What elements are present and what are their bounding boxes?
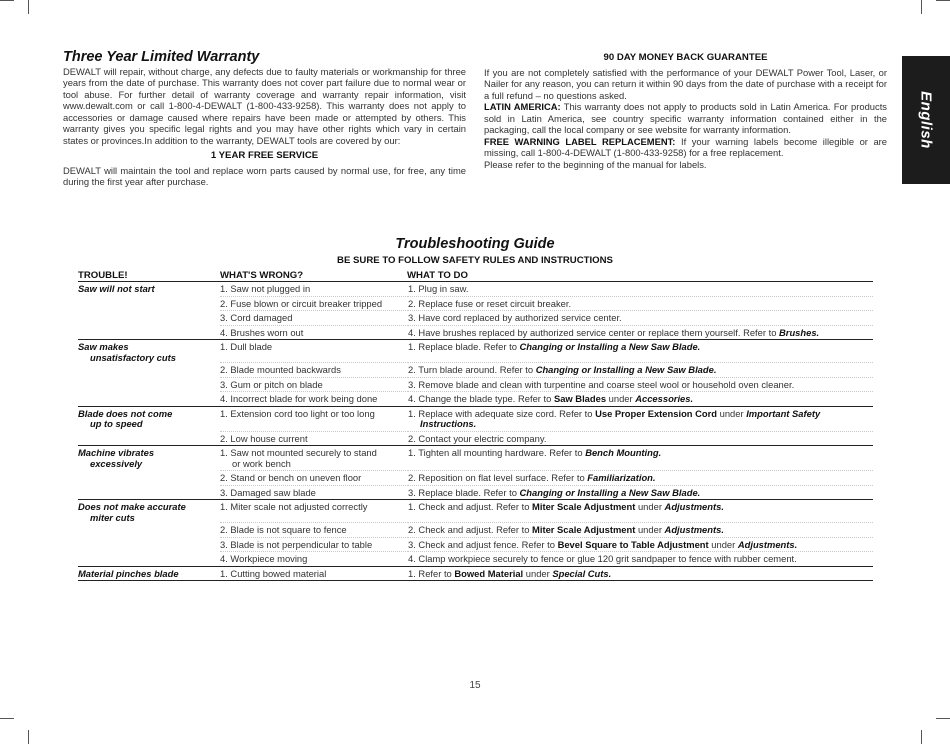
what-to-do-cell	[408, 471, 873, 486]
what-to-do-text: Miter Scale Adjustment	[532, 501, 636, 512]
what-to-do-text: under	[717, 407, 747, 419]
what-to-do-cell	[408, 297, 873, 312]
what-to-do-text: 1. Tighten all mounting hardware. Refer to	[408, 447, 586, 458]
what-to-do-cell	[408, 432, 873, 447]
guide-subtitle: BE SURE TO FOLLOW SAFETY RULES AND INSTRUCTIONS	[337, 255, 613, 266]
whats-wrong-cell	[220, 471, 408, 486]
what-to-do-text: 3. Replace blade. Refer to	[408, 486, 520, 498]
trouble-cell	[78, 471, 220, 486]
crop-mark	[28, 730, 29, 744]
header-what-to-do: WHAT TO DO	[407, 270, 468, 281]
crop-mark	[936, 0, 950, 1]
whats-wrong-text: 2. Blade mounted backwards	[220, 364, 341, 375]
whats-wrong-text: 1. Miter scale not adjusted correctly	[220, 501, 368, 512]
whats-wrong-text: 1. Saw not plugged in	[220, 283, 311, 294]
guarantee-body: If you are not completely satisfied with the performance of your DEWALT Power Tool, Laser, or Nailer for any reason, you can return it within 90 days from the date of purchase with a receipt for a full refund – no questions asked.	[484, 66, 887, 101]
free-service-heading: 1 YEAR FREE SERVICE	[210, 150, 319, 161]
guarantee-section	[484, 52, 887, 170]
what-to-do-text: 2. Replace fuse or reset circuit breaker.	[408, 297, 572, 309]
whats-wrong-cell	[220, 297, 408, 312]
what-to-do-text: under	[606, 393, 636, 404]
whats-wrong-text: 3. Cord damaged	[220, 312, 293, 323]
what-to-do-cell	[408, 552, 873, 567]
trouble-label: Material pinches blade	[78, 567, 179, 579]
trouble-cell	[78, 407, 220, 432]
whats-wrong-cell	[220, 486, 408, 501]
trouble-label: Saw makes	[78, 341, 129, 352]
whats-wrong-cell	[220, 523, 408, 538]
whats-wrong-cell	[220, 363, 408, 378]
guide-title: Troubleshooting Guide	[395, 236, 555, 252]
what-to-do-text: Adjustments.	[664, 524, 724, 535]
trouble-cell	[78, 552, 220, 567]
whats-wrong-text: 1. Dull blade	[220, 341, 273, 352]
what-to-do-text: Accessories.	[635, 393, 694, 404]
whats-wrong-text: 3. Blade is not perpendicular to table	[220, 538, 373, 550]
what-to-do-text: under	[708, 538, 738, 550]
what-to-do-cell	[408, 282, 873, 297]
whats-wrong-cell	[220, 538, 408, 553]
trouble-cell	[78, 432, 220, 447]
warning-label-paragraph	[484, 136, 887, 159]
what-to-do-text: Changing or Installing a New Saw Blade.	[519, 486, 701, 498]
trouble-label: unsatisfactory cuts	[90, 351, 176, 363]
what-to-do-text: 3. Remove blade and clean with turpentine and coarse steel wool or household oven cleaner.	[408, 378, 795, 390]
what-to-do-cell	[408, 363, 873, 378]
trouble-label: Blade does not come	[78, 407, 173, 419]
whats-wrong-cell	[220, 392, 408, 407]
what-to-do-text: Familiarization.	[587, 472, 656, 483]
what-to-do-cell	[408, 567, 873, 582]
what-to-do-cell	[408, 311, 873, 326]
whats-wrong-cell	[220, 552, 408, 567]
crop-mark	[921, 730, 922, 744]
whats-wrong-text: 1. Cutting bowed material	[220, 567, 327, 579]
what-to-do-text: 4. Clamp workpiece securely to fence or glue 120 grit sandpaper to fence with rubber cement.	[408, 553, 797, 564]
trouble-cell	[78, 297, 220, 312]
trouble-cell	[78, 523, 220, 538]
whats-wrong-text: or work bench	[232, 457, 291, 469]
trouble-cell	[78, 486, 220, 501]
crop-mark	[0, 0, 14, 1]
what-to-do-cell	[408, 407, 873, 432]
what-to-do-text: Saw Blades	[553, 393, 607, 404]
what-to-do-text: 1. Check and adjust. Refer to	[408, 501, 533, 512]
what-to-do-text: 2. Reposition on flat level surface. Refer to	[408, 472, 588, 483]
what-to-do-text: Brushes.	[779, 326, 820, 338]
trouble-cell	[78, 363, 220, 378]
what-to-do-text: 1. Refer to	[408, 567, 455, 579]
latin-america-lead: LATIN AMERICA:	[484, 101, 561, 112]
warning-label-lead: FREE WARNING LABEL REPLACEMENT:	[484, 135, 676, 147]
what-to-do-text: 1. Replace with adequate size cord. Refer to	[408, 407, 596, 419]
trouble-cell	[78, 378, 220, 393]
what-to-do-text: Miter Scale Adjustment	[532, 524, 636, 535]
whats-wrong-cell	[220, 340, 408, 363]
what-to-do-text: Adjustments.	[664, 501, 724, 512]
what-to-do-text: 1. Plug in saw.	[408, 283, 469, 294]
guarantee-heading: 90 DAY MONEY BACK GUARANTEE	[603, 52, 768, 63]
trouble-label: Does not make accurate	[78, 501, 186, 512]
what-to-do-text: under	[635, 501, 665, 512]
warranty-title: Three Year Limited Warranty	[63, 49, 260, 65]
whats-wrong-text: 3. Gum or pitch on blade	[220, 378, 323, 390]
trouble-label: Saw will not start	[78, 283, 155, 294]
whats-wrong-text: 2. Stand or bench on uneven floor	[220, 472, 362, 483]
whats-wrong-text: 3. Damaged saw blade	[220, 486, 316, 498]
latin-america-body: This warranty does not apply to products sold in Latin America. For products sold in Latin America, see country specific warranty information contained either in the packaging, call the local company or see website for warranty information.	[484, 101, 887, 135]
what-to-do-text: under	[523, 567, 553, 579]
whats-wrong-text: 2. Fuse blown or circuit breaker tripped	[220, 297, 383, 309]
what-to-do-text: Use Proper Extension Cord	[595, 407, 717, 419]
what-to-do-text: Bowed Material	[454, 567, 524, 579]
what-to-do-cell	[408, 326, 873, 341]
what-to-do-text: Bevel Square to Table Adjustment	[557, 538, 709, 550]
troubleshooting-table	[78, 281, 873, 581]
what-to-do-text: Changing or Installing a New Saw Blade.	[519, 341, 701, 352]
what-to-do-cell	[408, 378, 873, 393]
whats-wrong-cell	[220, 500, 408, 523]
what-to-do-text: Changing or Installing a New Saw Blade.	[535, 364, 717, 375]
whats-wrong-text: 1. Extension cord too light or too long	[220, 407, 375, 419]
whats-wrong-cell	[220, 432, 408, 447]
what-to-do-text: 1. Replace blade. Refer to	[408, 341, 520, 352]
whats-wrong-cell	[220, 378, 408, 393]
whats-wrong-cell	[220, 407, 408, 432]
what-to-do-text: 2. Turn blade around. Refer to	[408, 364, 536, 375]
whats-wrong-text: 4. Workpiece moving	[220, 553, 308, 564]
whats-wrong-cell	[220, 326, 408, 341]
trouble-cell	[78, 340, 220, 363]
warning-label-body: If your warning labels become illegible or are missing, call 1-800-4-DEWALT (1-800-433-9258) for a free replacement.	[484, 135, 887, 158]
what-to-do-text: 3. Have cord replaced by authorized service center.	[408, 312, 622, 323]
what-to-do-text: 3. Check and adjust fence. Refer to	[408, 538, 558, 550]
what-to-do-text: 2. Check and adjust. Refer to	[408, 524, 533, 535]
trouble-cell	[78, 311, 220, 326]
crop-mark	[921, 0, 922, 14]
what-to-do-text: under	[635, 524, 665, 535]
what-to-do-cell	[408, 392, 873, 407]
trouble-cell	[78, 326, 220, 341]
trouble-cell	[78, 538, 220, 553]
trouble-cell	[78, 446, 220, 471]
trouble-label: up to speed	[90, 418, 143, 429]
what-to-do-text: Special Cuts.	[552, 567, 612, 579]
language-tab-label: English	[917, 91, 935, 149]
labels-refer-note: Please refer to the beginning of the manual for labels.	[484, 158, 707, 170]
what-to-do-cell	[408, 538, 873, 553]
trouble-label: miter cuts	[90, 511, 135, 523]
whats-wrong-text: 4. Brushes worn out	[220, 326, 304, 338]
whats-wrong-cell	[220, 567, 408, 582]
whats-wrong-cell	[220, 311, 408, 326]
whats-wrong-text: 1. Saw not mounted securely to stand	[220, 447, 377, 458]
crop-mark	[936, 718, 950, 719]
trouble-cell	[78, 500, 220, 523]
language-tab	[902, 56, 950, 184]
trouble-label: Machine vibrates	[78, 447, 155, 458]
what-to-do-text: 4. Have brushes replaced by authorized service center or replace them yourself. Refer to	[408, 326, 780, 338]
crop-mark	[28, 0, 29, 14]
latin-america-paragraph	[484, 101, 887, 136]
what-to-do-cell	[408, 500, 873, 523]
whats-wrong-cell	[220, 282, 408, 297]
what-to-do-cell	[408, 486, 873, 501]
header-trouble: TROUBLE!	[78, 270, 128, 281]
free-service-body: DEWALT will maintain the tool and replace worn parts caused by normal use, for free, any time during the first year after purchase.	[63, 164, 466, 187]
what-to-do-text: Adjustments.	[737, 538, 798, 550]
what-to-do-text: Instructions.	[420, 418, 477, 429]
what-to-do-text: 4. Change the blade type. Refer to	[408, 393, 554, 404]
warranty-body: DEWALT will repair, without charge, any defects due to faulty materials or workmanship for three years from the date of purchase. This warranty does not cover part failure due to normal wear or tool abuse. For further detail of warranty coverage and warranty repair information, visit www.dewalt.com or call 1-800-4-DEWALT (1-800-433-9258). This warranty does not apply to accessories or damage caused where repairs have been made or attempted by others. This warranty gives you specific legal rights and you may have other rights which vary in certain states or provinces.In addition to the warranty, DEWALT tools are covered by our:	[63, 65, 466, 146]
what-to-do-text: 2. Contact your electric company.	[408, 432, 547, 444]
what-to-do-text: Important Safety	[746, 407, 821, 419]
whats-wrong-text: 2. Low house current	[220, 432, 308, 444]
trouble-cell	[78, 282, 220, 297]
what-to-do-text: Bench Mounting.	[585, 447, 662, 458]
trouble-cell	[78, 567, 220, 582]
whats-wrong-text: 4. Incorrect blade for work being done	[220, 393, 378, 404]
page-number: 15	[469, 680, 481, 691]
crop-mark	[0, 718, 14, 719]
whats-wrong-text: 2. Blade is not square to fence	[220, 524, 347, 535]
header-whats-wrong: WHAT'S WRONG?	[220, 270, 304, 281]
trouble-cell	[78, 392, 220, 407]
trouble-label: excessively	[90, 457, 143, 469]
warranty-section	[63, 49, 466, 188]
what-to-do-cell	[408, 340, 873, 363]
whats-wrong-cell	[220, 446, 408, 471]
what-to-do-cell	[408, 523, 873, 538]
what-to-do-cell	[408, 446, 873, 471]
